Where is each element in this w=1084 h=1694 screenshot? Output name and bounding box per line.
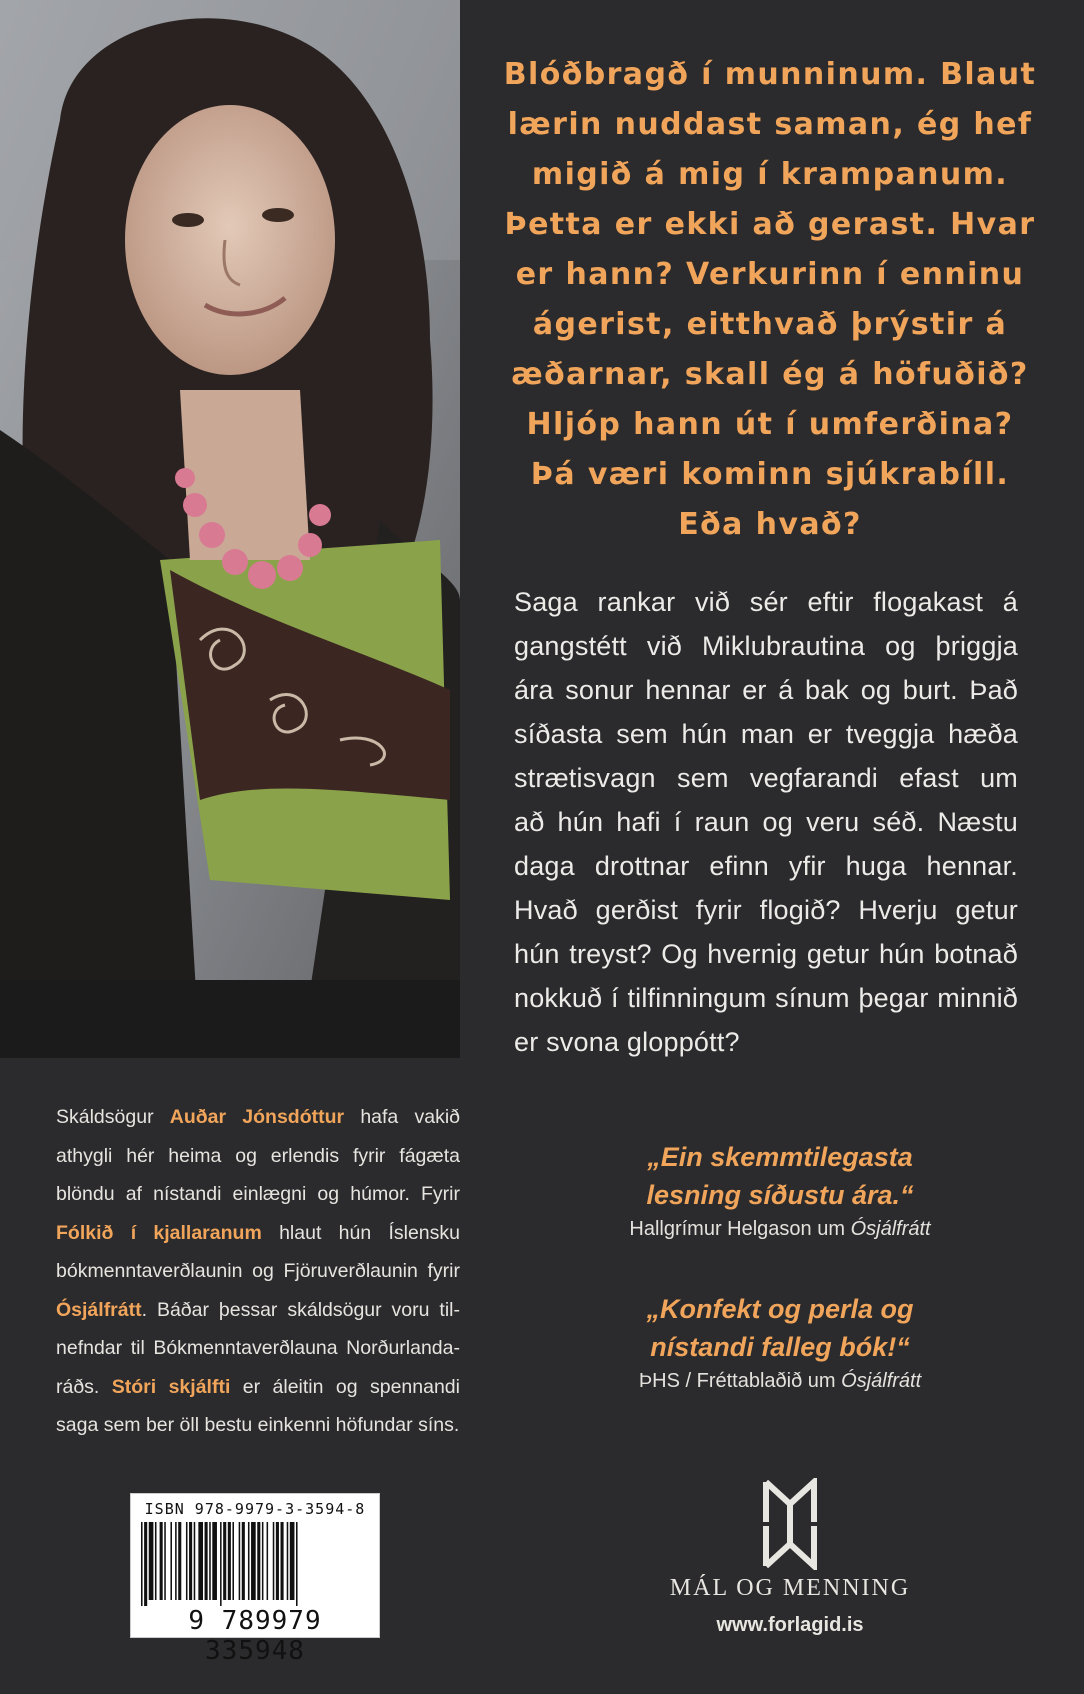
bio-text: hafa vakið — [344, 1106, 460, 1128]
blurb-excerpt — [500, 50, 1040, 550]
blurb-line: lærin nuddast saman, ég hef — [507, 107, 1033, 142]
description-line: síðasta sem hún man er tveggja hæða — [514, 719, 1018, 749]
description-line: er svona gloppótt? — [514, 1027, 740, 1057]
barcode-bars-icon — [141, 1522, 369, 1606]
quote-text: „Ein skemmtilegasta — [647, 1142, 913, 1172]
blurb-line: Hljóp hann út í umferðina? — [526, 407, 1014, 442]
bio-text: . Báðar þessar skáldsögur voru til- — [141, 1298, 460, 1321]
bio-line — [56, 1291, 460, 1330]
quote-text: lesning síðustu ára.“ — [646, 1180, 914, 1210]
bio-text: er áleitin og spennandi — [230, 1375, 460, 1398]
blurb-line: Blóðbragð í munninum. Blaut — [503, 57, 1037, 92]
description-line: ára sonur hennar er á bak og burt. Það — [514, 675, 1018, 705]
description-line: strætisvagn sem vegfarandi efast um — [514, 763, 1018, 793]
quote-text: nístandi falleg bók!“ — [650, 1332, 910, 1362]
quote-source-name: ÞHS / Fréttablaðið um — [638, 1370, 836, 1392]
author-photo — [0, 0, 460, 1058]
review-quote-2 — [500, 1290, 1060, 1393]
description-line: nokkuð í tilfinningum sínum þegar minnið — [514, 983, 1018, 1013]
description-line: Saga rankar við sér eftir flogakast á — [514, 587, 1018, 617]
bio-line: bókmenntaverðlaunin og Fjöruverðlaunin fyrir — [56, 1260, 460, 1282]
blurb-line: ágerist, eitthvað þrýstir á — [532, 307, 1008, 342]
quote-text: „Konfekt og perla og — [646, 1294, 914, 1324]
description-line: gangstétt við Miklubrautina og þriggja — [514, 631, 1018, 661]
bio-line — [56, 1098, 460, 1137]
author-name: Auðar Jónsdóttur — [169, 1106, 345, 1128]
bio-line — [56, 1368, 460, 1407]
book-title-highlight: Stóri skjálfti — [111, 1375, 231, 1398]
quote-source-name: Hallgrímur Helgason um — [629, 1218, 846, 1240]
quote-source — [500, 1218, 1060, 1241]
bio-line: nefndar til Bókmenntaverðlauna Norðurlanda- — [56, 1337, 460, 1359]
isbn-barcode — [130, 1493, 380, 1666]
review-quote-1 — [500, 1138, 1060, 1241]
bio-text: hlaut hún Íslensku — [261, 1221, 461, 1244]
description-line: Hvað gerðist fyrir flogið? Hverju getur — [514, 895, 1018, 925]
description-line: hún treyst? Og hvernig getur hún botnað — [514, 939, 1018, 969]
book-title-highlight: Ósjálfrátt — [56, 1298, 142, 1321]
blurb-line: æðarnar, skall ég á höfuðið? — [511, 357, 1029, 392]
bio-line: athygli hér heima og erlendis fyrir fágæta — [56, 1144, 460, 1167]
description-line: að hún hafi í raun og veru séð. Næstu — [514, 807, 1018, 837]
bio-line: saga sem ber öll bestu einkenni höfundar síns. — [56, 1414, 460, 1436]
blurb-line: migið á mig í krampanum. — [531, 157, 1009, 192]
quote-source-title: Ósjálfrátt — [841, 1370, 922, 1392]
blurb-line: Þá væri kominn sjúkrabíll. — [530, 457, 1010, 492]
blurb-line: er hann? Verkurinn í enninu — [515, 257, 1025, 292]
blurb-line: Eða hvað? — [678, 507, 862, 542]
bio-line: blöndu af nístandi einlægni og húmor. Fyrir — [56, 1183, 460, 1205]
isbn-label: ISBN 978-9979-3-3594-8 — [144, 1500, 366, 1518]
quote-source — [500, 1370, 1060, 1393]
description-line: daga drottnar efinn yfir huga hennar. — [514, 851, 1018, 881]
bio-text: Skáldsögur — [56, 1106, 170, 1128]
book-description — [514, 580, 1018, 1064]
quote-source-title: Ósjálfrátt — [850, 1218, 931, 1240]
author-bio — [56, 1098, 460, 1445]
publisher-name: MÁL OG MENNING — [669, 1575, 911, 1601]
blurb-line: Þetta er ekki að gerast. Hvar — [504, 207, 1036, 242]
barcode-digits: 9 789979 335948 — [188, 1606, 322, 1666]
publisher-logo-icon — [762, 1478, 818, 1570]
bio-line — [56, 1214, 460, 1253]
book-title-highlight: Fólkið í kjallaranum — [56, 1221, 262, 1244]
publisher-website: www.forlagid.is — [716, 1614, 864, 1636]
bio-text: ráðs. — [56, 1375, 112, 1398]
